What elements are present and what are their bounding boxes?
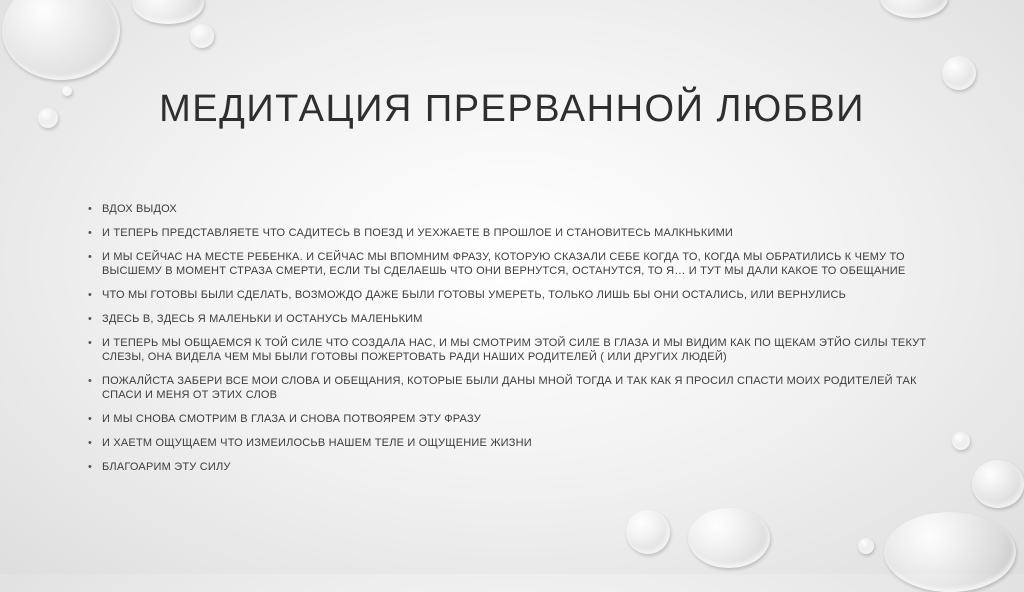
water-drop-decoration [626,510,670,554]
bullet-item: • ЗДЕСЬ В, ЗДЕСЬ Я МАЛЕНЬКИ И ОСТАНУСЬ МАЛЕНЬКИМ [88,312,928,326]
bullet-item: • БЛАГОАРИМ ЭТУ СИЛУ [88,460,928,474]
water-drop-decoration [132,0,204,24]
bullet-item: • И ТЕПЕРЬ ПРЕДСТАВЛЯЕТЕ ЧТО САДИТЕСЬ В ПОЕЗД И УЕХЖАЕТЕ В ПРОШЛОЕ И СТАНОВИТЕСЬ МАЛКНЬКИМИ [88,226,928,240]
water-drop-decoration [884,512,1016,592]
water-drop-decoration [190,24,214,48]
water-drop-decoration [858,538,874,554]
water-drop-decoration [2,0,120,80]
bullet-list [88,202,928,484]
bullet-item: • И ХАЕТМ ОЩУЩАЕМ ЧТО ИЗМЕИЛОСЬВ НАШЕМ ТЕЛЕ И ОЩУЩЕНИЕ ЖИЗНИ [88,436,928,450]
bullet-item: • ПОЖАЛЙСТА ЗАБЕРИ ВСЕ МОИ СЛОВА И ОБЕЩАНИЯ, КОТОРЫЕ БЫЛИ ДАНЫ МНОЙ ТОГДА И ТАК КАК Я ПРОСИЛ СПАСТИ МОИХ РОДИТЕЛЕЙ ТАК СПАСИ И МЕНЯ ОТ ЭТИХ СЛОВ [88,374,928,402]
water-drop-decoration [880,0,948,18]
bullet-item: • И МЫ СЕЙЧАС НА МЕСТЕ РЕБЕНКА. И СЕЙЧАС МЫ ВПОМНИМ ФРАЗУ, КОТОРУЮ СКАЗАЛИ СЕБЕ КОГДА ТО, КОГДА МЫ ОБРАТИЛИСЬ К ЧЕМУ ТО ВЫСШЕМУ В МОМЕНТ СТРАЗА СМЕРТИ, ЕСЛИ ТЫ СДЕЛАЕШЬ ЧТО ОНИ ВЕРНУТСЯ, ОСТАНУТСЯ, ТО Я… И ТУТ МЫ ДАЛИ КАКОЕ ТО ОБЕЩАНИЕ [88,250,928,278]
water-drop-decoration [952,432,970,450]
bullet-item: • ЧТО МЫ ГОТОВЫ БЫЛИ СДЕЛАТЬ, ВОЗМОЖДО ДАЖЕ БЫЛИ ГОТОВЫ УМЕРЕТЬ, ТОЛЬКО ЛИШЬ БЫ ОНИ ОСТАЛИСЬ, ИЛИ ВЕРНУЛИСЬ [88,288,928,302]
bullet-item: • И МЫ СНОВА СМОТРИМ В ГЛАЗА И СНОВА ПОТВОЯРЕМ ЭТУ ФРАЗУ [88,412,928,426]
bullet-item: • И ТЕПЕРЬ МЫ ОБЩАЕМСЯ К ТОЙ СИЛЕ ЧТО СОЗДАЛА НАС, И МЫ СМОТРИМ ЭТОЙ СИЛЕ В ГЛАЗА И МЫ ВИДИМ КАК ПО ЩЕКАМ ЭТЙО СИЛЫ ТЕКУТ СЛЕЗЫ, ОНА ВИДЕЛА ЧЕМ МЫ БЫЛИ ГОТОВЫ ПОЖЕРТОВАТЬ РАДИ НАШИХ РОДИТЕЛЕЙ ( ИЛИ ДРУГИХ ЛЮДЕЙ) [88,336,928,364]
bullet-item: • ВДОХ ВЫДОХ [88,202,928,216]
water-drop-decoration [972,460,1024,508]
water-drop-decoration [688,508,770,568]
water-drop-decoration [942,56,976,90]
slide-title: МЕДИТАЦИЯ ПРЕРВАННОЙ ЛЮБВИ [159,88,865,130]
